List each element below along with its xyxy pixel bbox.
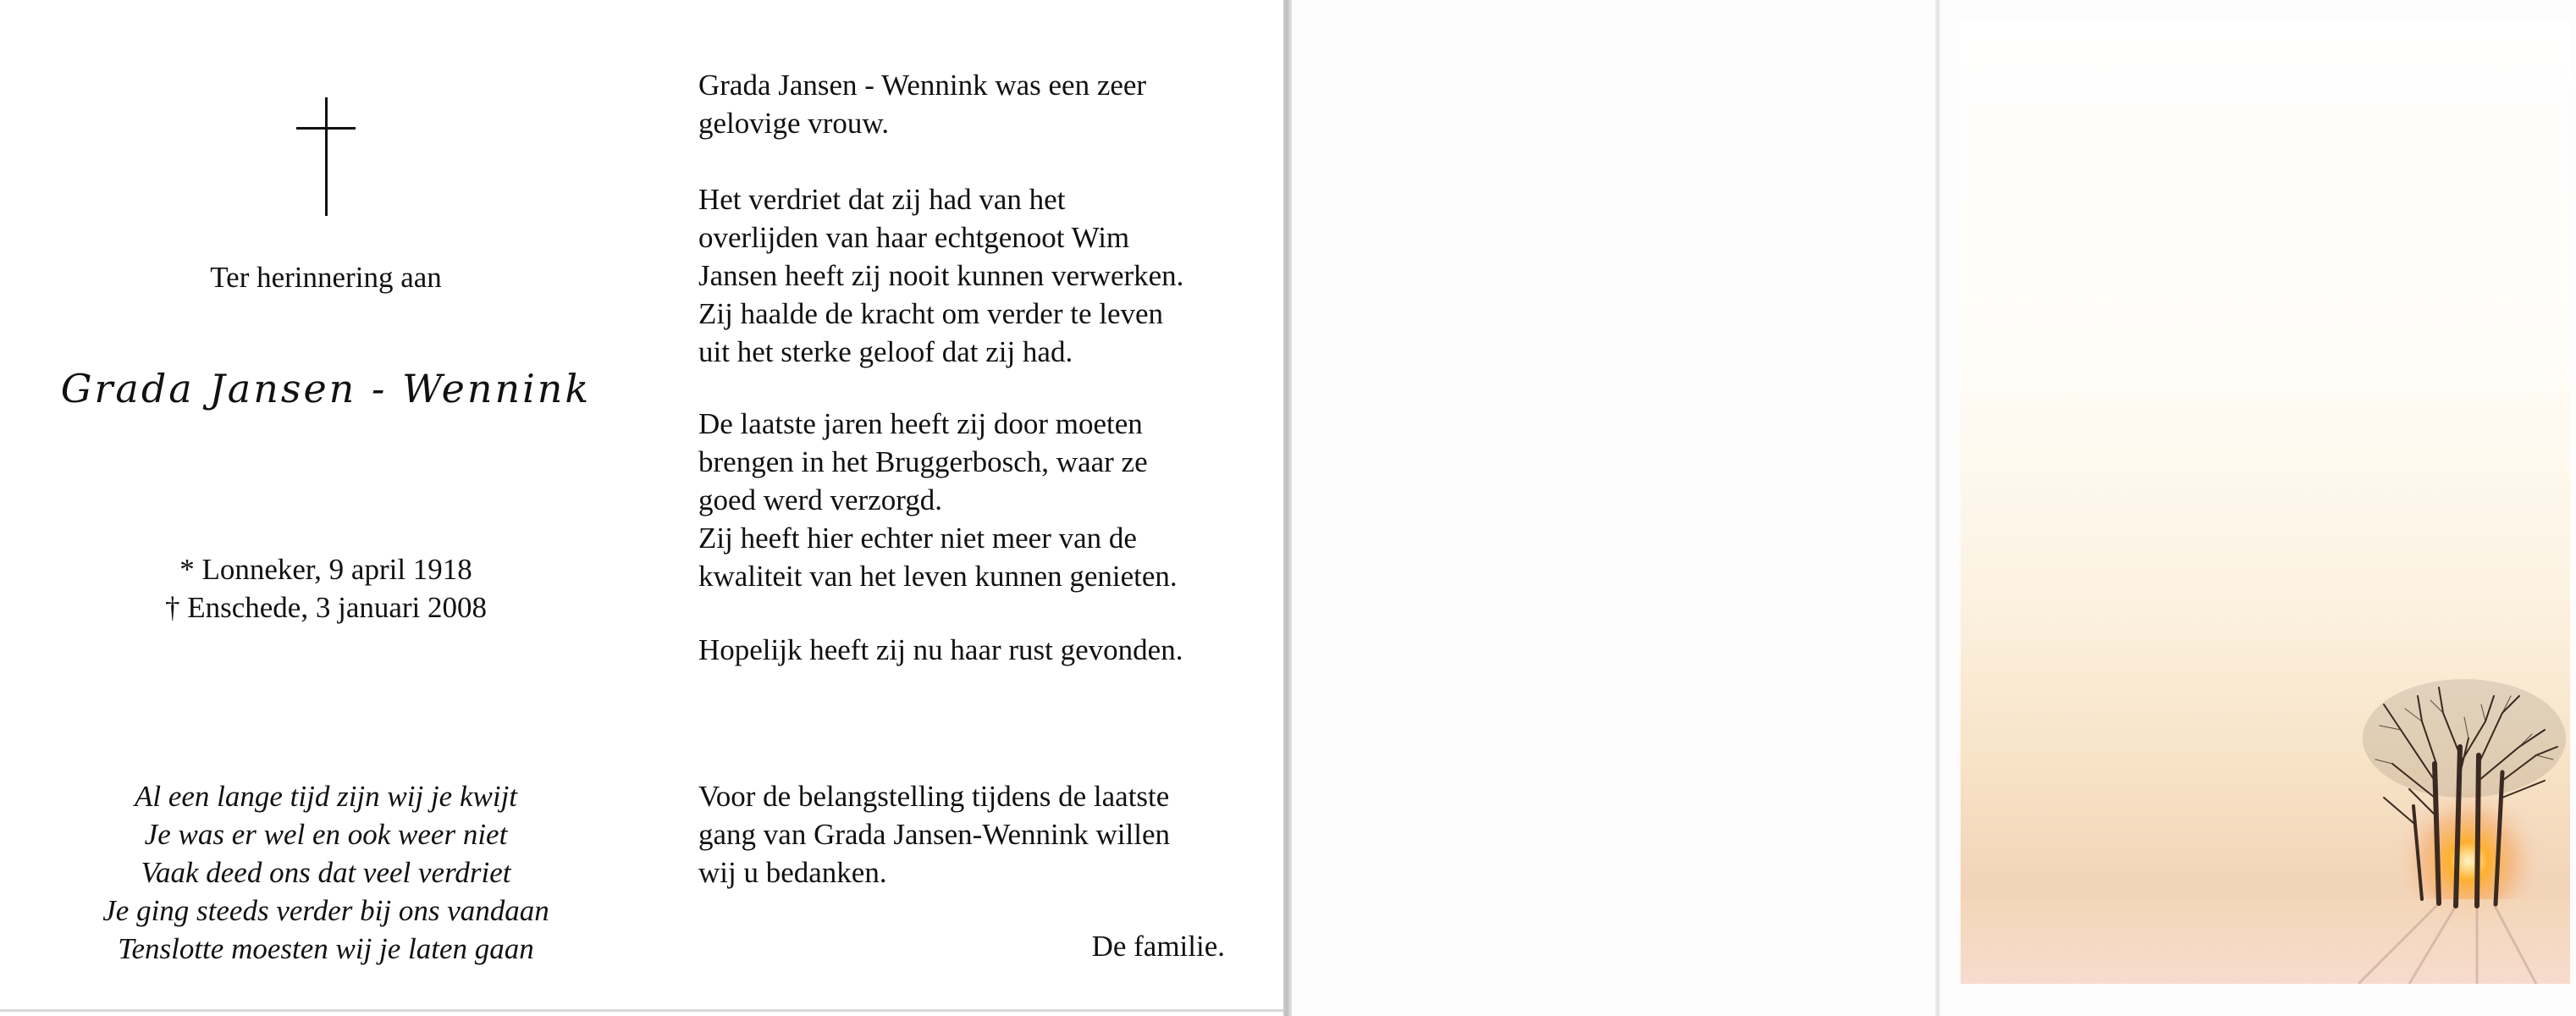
text-line: De laatste jaren heeft zij door moeten	[698, 407, 1143, 440]
birth-line: * Lonneker, 9 april 1918	[179, 553, 472, 586]
paragraph-grief	[698, 180, 1257, 371]
text-line: uit het sterke geloof dat zij had.	[698, 335, 1073, 368]
paragraph-thanks	[698, 777, 1257, 892]
intro-text: Ter herinnering aan	[210, 261, 442, 294]
poem-line: Je ging steeds verder bij ons vandaan	[102, 894, 549, 927]
text-line: gang van Grada Jansen-Wennink willen	[698, 818, 1171, 851]
text-line: Grada Jansen - Wennink was een zeer	[698, 69, 1147, 102]
text-line: Zij haalde de kracht om verder te leven	[698, 297, 1164, 330]
life-dates	[0, 550, 652, 627]
cross-icon	[296, 97, 356, 216]
paragraph-rest	[698, 631, 1257, 669]
text-line: Voor de belangstelling tijdens de laatste	[698, 780, 1170, 813]
paragraph-faith	[698, 66, 1257, 142]
poem-line: Al een lange tijd zijn wij je kwijt	[134, 780, 518, 813]
text-line: Jansen heeft zij nooit kunnen verwerken.	[698, 259, 1184, 292]
memorial-card-inside	[0, 0, 1283, 1012]
text-line: Het verdriet dat zij had van het	[698, 183, 1066, 216]
text-line: wij u bedanken.	[698, 856, 887, 889]
text-line: brengen in het Bruggerbosch, waar ze	[698, 445, 1148, 478]
text-line: Zij heeft hier echter niet meer van de	[698, 522, 1137, 555]
text-line: overlijden van haar echtgenoot Wim	[698, 221, 1130, 254]
poem-line: Tenslotte moesten wij je laten gaan	[118, 932, 534, 965]
text-line: gelovige vrouw.	[698, 107, 890, 140]
cover-fold-edge	[1935, 0, 1940, 1016]
paragraph-last-years	[698, 405, 1257, 595]
memorial-card-cover	[1292, 0, 2576, 1016]
text-line: goed werd verzorgd.	[698, 483, 942, 516]
signoff: De familie.	[1091, 930, 1225, 963]
deceased-name: Grada Jansen - Wennink	[60, 366, 592, 411]
poem	[0, 777, 652, 968]
poem-line: Vaak deed ons dat veel verdriet	[141, 856, 511, 889]
tree-silhouette-icon	[1961, 19, 2570, 984]
winter-trees-sunset-image	[1961, 19, 2570, 984]
death-line: † Enschede, 3 januari 2008	[164, 591, 488, 624]
poem-line: Je was er wel en ook weer niet	[144, 818, 508, 851]
text-line: kwaliteit van het leven kunnen genieten.	[698, 560, 1178, 593]
card-fold-divider	[1283, 0, 1292, 1016]
text-line: Hopelijk heeft zij nu haar rust gevonden.	[698, 633, 1183, 666]
